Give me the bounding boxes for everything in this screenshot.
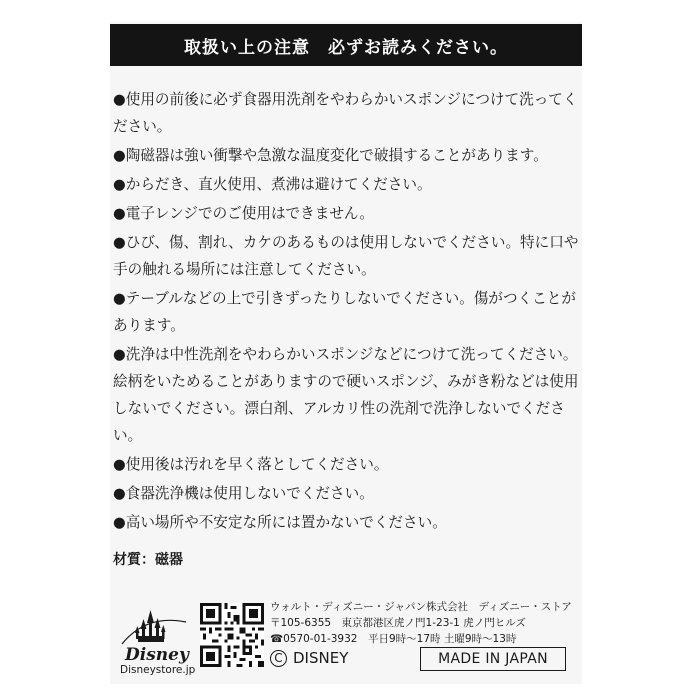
caution-item: ●電子レンジでのご使用はできません。 <box>113 205 374 222</box>
company-phone: ☎0570-01-3932 平日9時〜17時 土曜9時〜13時 <box>270 633 517 645</box>
qr-code-icon <box>200 603 264 667</box>
copyright <box>270 649 348 667</box>
caution-item: ●テーブルなどの上で引きずったりしないでください。傷がつくことがあります。 <box>113 290 576 334</box>
caution-item: ●ひび、傷、割れ、カケのあるものは使用しないでください。特に口や手の触れる場所には注意してください。 <box>113 234 579 278</box>
caution-item: ●食器洗浄機は使用しないでください。 <box>113 485 374 502</box>
caution-item: ●使用後は汚れを早く落としてください。 <box>113 456 389 473</box>
caution-item: ●陶磁器は強い衝撃や急激な温度変化で破損することがあります。 <box>113 147 548 164</box>
made-in-badge: MADE IN JAPAN <box>420 647 566 671</box>
material-text: 材質：磁器 <box>113 552 183 568</box>
disney-castle-logo-icon <box>116 600 192 664</box>
caution-item: ●高い場所や不安定な所には置かないでください。 <box>113 514 447 531</box>
company-address: 〒105-6355 東京都港区虎ノ門1-23-1 虎ノ門ヒルズ <box>270 617 526 629</box>
caution-item: ●使用の前後に必ず食器用洗剤をやわらかいスポンジにつけて洗ってください。 <box>113 91 578 135</box>
caution-item: ●からだき、直火使用、煮沸は避けてください。 <box>113 176 432 193</box>
company-info <box>270 599 572 647</box>
caution-list <box>113 86 583 538</box>
company-name: ウォルト・ディズニー・ジャパン株式会社 ディズニー・ストア <box>270 601 572 613</box>
caution-item: ●洗浄は中性洗剤をやわらかいスポンジなどにつけて洗ってください。絵柄をいためることがありますので硬いスポンジ、みがき粉などは使用しないでください。漂白剤、アルカリ性の洗剤で洗浄しないでください。 <box>113 346 579 444</box>
page-title: 取扱い上の注意 必ずお読みください。 <box>110 24 582 66</box>
copyright-text: DISNEY <box>293 649 349 667</box>
copyright-icon: C <box>270 650 287 667</box>
svg-text:Disney: Disney <box>125 645 189 664</box>
store-url-text: Disneystore.jp <box>120 664 196 676</box>
